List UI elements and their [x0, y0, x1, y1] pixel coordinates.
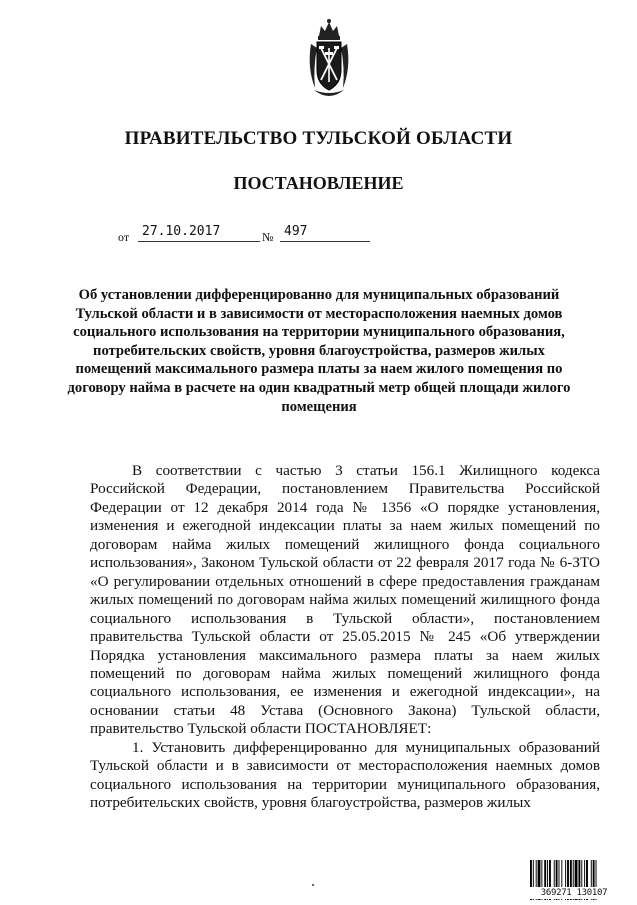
tula-coat-of-arms-icon	[305, 18, 353, 102]
document-subject: Об установлении дифференцированно для муниципальных образований Тульской области и в зависимости от месторасположения наемных домов социального использования на территории муниципального образования, потребительских свойств, уровня благоустройства, размеров жилых помещений максимального размера платы за наем жилого помещения по договору найма в расчете на один квадратный метр общей площади жилого помещения	[67, 287, 571, 415]
number-label: №	[262, 230, 274, 244]
preamble-paragraph: В соответствии с частью 3 статьи 156.1 Жилищного кодекса Российской Федерации, постановлением Правительства Российской Федерации от 12 декабря 2014 года № 1356 «О порядке установления, изменения и ежегодной индексации платы за наем жилых помещений по договорам найма жилых помещений жилищного фонда социального использования», Законом Тульской области от 22 февраля 2017 года № 6-ЗТО «О регулировании отдельных отношений в сфере предоставления гражданам жилых помещений по договорам найма жилых помещений жилищного фонда социального использования в Тульской области», постановлением правительства Тульской области от 25.05.2015 № 245 «Об утверждении Порядка установления максимального размера платы за наем жилых помещений по договорам найма жилых помещений жилищного фонда социального использования, ее изменения и ежегодной индексации», на основании статьи 48 Устава (Основного Закона) Тульской области, правительство Тульской области ПОСТАНОВЛЯЕТ:	[90, 462, 600, 738]
document-body	[90, 462, 600, 813]
government-title: ПРАВИТЕЛЬСТВО ТУЛЬСКОЙ ОБЛАСТИ	[124, 128, 513, 149]
item-1-paragraph: 1. Установить дифференцированно для муниципальных образований Тульской области и в зависимости от месторасположения наемных домов социального использования на территории муниципального образования, потребительских свойств, уровня благоустройства, размеров жилых	[90, 738, 600, 812]
date-label: от	[118, 230, 130, 244]
number-value: 497	[280, 224, 370, 242]
document-type: ПОСТАНОВЛЕНИЕ	[233, 173, 404, 193]
scan-speck	[312, 884, 314, 886]
date-value: 27.10.2017	[138, 224, 260, 242]
barcode-number: 369271 130107	[530, 887, 618, 899]
